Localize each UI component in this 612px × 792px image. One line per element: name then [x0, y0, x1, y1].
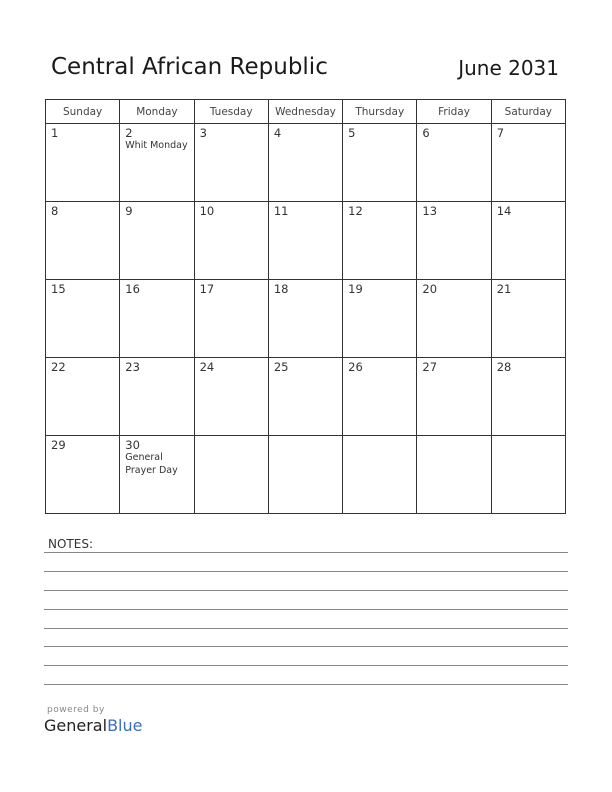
day-number: 20 — [422, 282, 438, 296]
calendar-week-row — [46, 436, 566, 514]
weekday-header: Sunday — [46, 100, 120, 124]
brand-blue-text: Blue — [107, 716, 143, 735]
day-number: 7 — [496, 126, 505, 140]
day-number: 12 — [348, 204, 363, 218]
note-line — [44, 646, 568, 647]
brand-general-text: General — [44, 716, 108, 735]
calendar-day-cell — [343, 124, 417, 202]
note-line — [44, 590, 568, 591]
calendar-week-row — [46, 202, 566, 280]
day-number: 14 — [496, 204, 512, 218]
notes-label: NOTES: — [48, 537, 93, 551]
note-line — [44, 609, 568, 610]
calendar-day-cell — [120, 202, 194, 280]
calendar-day-cell — [46, 358, 120, 436]
calendar-day-cell — [268, 436, 342, 514]
weekday-header: Monday — [120, 100, 194, 124]
holiday-label: General Prayer Day — [125, 452, 178, 476]
day-number: 8 — [51, 204, 59, 218]
calendar-country-title: Central African Republic — [51, 54, 328, 80]
calendar-day-cell — [417, 436, 491, 514]
day-number: 28 — [496, 360, 512, 374]
weekday-header: Saturday — [491, 100, 565, 124]
calendar-week-row — [46, 124, 566, 202]
weekday-header-row — [46, 100, 566, 124]
calendar-day-cell — [120, 436, 194, 514]
holiday-label: Whit Monday — [125, 140, 188, 151]
note-line — [44, 571, 568, 572]
calendar-day-cell — [46, 280, 120, 358]
day-number: 26 — [348, 360, 363, 374]
day-number: 23 — [125, 360, 140, 374]
calendar-day-cell — [343, 436, 417, 514]
calendar-week-row — [46, 358, 566, 436]
calendar-day-cell — [120, 358, 194, 436]
day-number: 13 — [422, 204, 438, 218]
day-number: 22 — [51, 360, 66, 374]
day-number: 19 — [348, 282, 363, 296]
calendar-day-cell — [46, 436, 120, 514]
calendar-day-cell — [491, 202, 565, 280]
weekday-header: Wednesday — [268, 100, 342, 124]
calendar-day-cell — [417, 124, 491, 202]
calendar-day-cell — [194, 280, 268, 358]
day-number: 27 — [422, 360, 438, 374]
day-number: 2 — [125, 126, 133, 140]
calendar-day-cell — [268, 358, 342, 436]
day-number: 21 — [496, 282, 512, 296]
calendar-day-cell — [417, 280, 491, 358]
day-number: 16 — [125, 282, 140, 296]
calendar-day-cell — [194, 202, 268, 280]
day-number: 6 — [422, 126, 430, 140]
calendar-day-cell — [194, 124, 268, 202]
calendar-day-cell — [120, 124, 194, 202]
weekday-header: Friday — [417, 100, 491, 124]
calendar-day-cell — [343, 280, 417, 358]
calendar-day-cell — [268, 280, 342, 358]
calendar-day-cell — [343, 358, 417, 436]
calendar-day-cell — [46, 124, 120, 202]
weekday-header: Thursday — [343, 100, 417, 124]
day-number: 24 — [199, 360, 215, 374]
day-number: 5 — [348, 126, 356, 140]
calendar-day-cell — [268, 202, 342, 280]
day-number: 29 — [51, 438, 66, 452]
day-number: 15 — [51, 282, 66, 296]
day-number: 9 — [125, 204, 133, 218]
day-number: 4 — [273, 126, 282, 140]
calendar-month-year: June 2031 — [458, 56, 559, 80]
calendar-day-cell — [491, 124, 565, 202]
generalblue-logo — [44, 716, 142, 735]
day-number: 10 — [199, 204, 215, 218]
calendar-day-cell — [491, 358, 565, 436]
calendar-week-row — [46, 280, 566, 358]
day-number: 30 — [125, 438, 140, 452]
calendar-day-cell — [46, 202, 120, 280]
calendar-day-cell — [491, 436, 565, 514]
calendar-day-cell — [194, 436, 268, 514]
day-number: 1 — [51, 126, 59, 140]
calendar-day-cell — [417, 202, 491, 280]
calendar-day-cell — [491, 280, 565, 358]
day-number: 18 — [273, 282, 289, 296]
note-line — [44, 684, 568, 685]
day-number: 17 — [199, 282, 215, 296]
note-line — [44, 665, 568, 666]
day-number: 11 — [273, 204, 289, 218]
weekday-header: Tuesday — [194, 100, 268, 124]
calendar-day-cell — [120, 280, 194, 358]
note-line — [44, 552, 568, 553]
calendar-day-cell — [343, 202, 417, 280]
calendar-day-cell — [417, 358, 491, 436]
calendar-day-cell — [194, 358, 268, 436]
day-number: 3 — [199, 126, 207, 140]
day-number: 25 — [273, 360, 289, 374]
calendar-grid — [45, 99, 566, 514]
powered-by-text: powered by — [47, 705, 105, 715]
note-line — [44, 628, 568, 629]
calendar-day-cell — [268, 124, 342, 202]
